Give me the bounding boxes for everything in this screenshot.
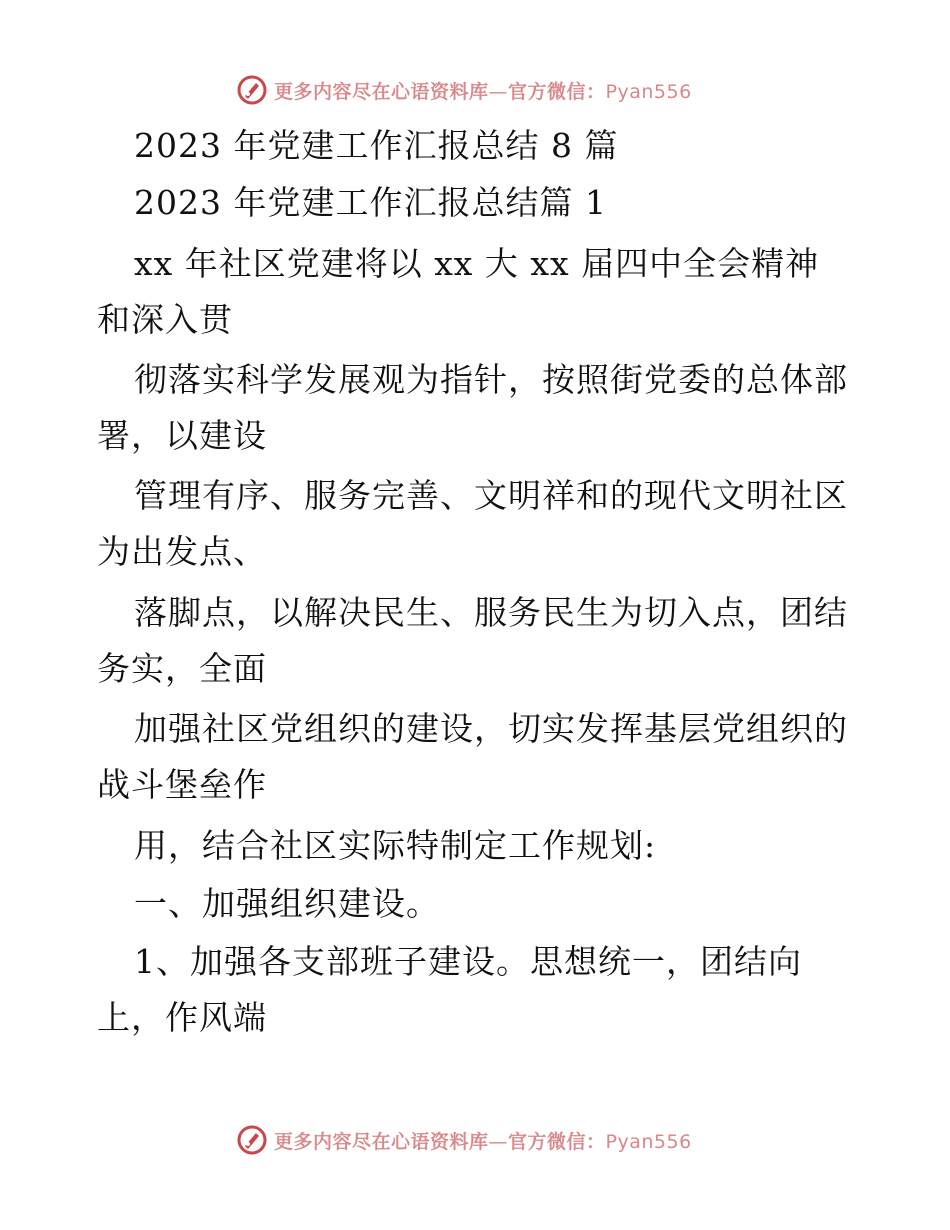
paragraph-line: 加强社区党组织的建设，切实发挥基层党组织的	[134, 709, 848, 748]
paragraph-line: 上，作风端	[97, 998, 267, 1037]
paragraph-line: 和深入贯	[97, 300, 233, 339]
paragraph-line: 务实，全面	[97, 649, 267, 688]
document-title: 2023 年党建工作汇报总结 8 篇	[134, 126, 619, 165]
paragraph-line: 1、加强各支部班子建设。思想统一，团结向	[134, 942, 802, 981]
paragraph-line: 彻落实科学发展观为指针，按照街党委的总体部	[134, 360, 848, 399]
section-heading: 一、加强组织建设。	[134, 884, 440, 923]
paragraph-line: xx 年社区党建将以 xx 大 xx 届四中全会精神	[134, 244, 820, 283]
paragraph-line: 用，结合社区实际特制定工作规划:	[134, 826, 657, 865]
paragraph-line: 管理有序、服务完善、文明祥和的现代文明社区	[134, 476, 848, 515]
watermark-text: 更多内容尽在心语资料库—官方微信：Pyan556	[274, 1130, 692, 1153]
paragraph-line: 战斗堡垒作	[97, 765, 267, 804]
watermark-header	[236, 72, 756, 108]
paragraph-line: 落脚点，以解决民生、服务民生为切入点，团结	[134, 593, 848, 632]
watermark-text: 更多内容尽在心语资料库—官方微信：Pyan556	[274, 80, 692, 103]
watermark-footer	[236, 1122, 756, 1158]
section-heading: 2023 年党建工作汇报总结篇 1	[134, 183, 607, 222]
brand-logo-icon	[236, 74, 268, 106]
brand-logo-icon	[236, 1124, 268, 1156]
paragraph-line: 署，以建设	[97, 416, 267, 455]
paragraph-line: 为出发点、	[97, 532, 267, 571]
